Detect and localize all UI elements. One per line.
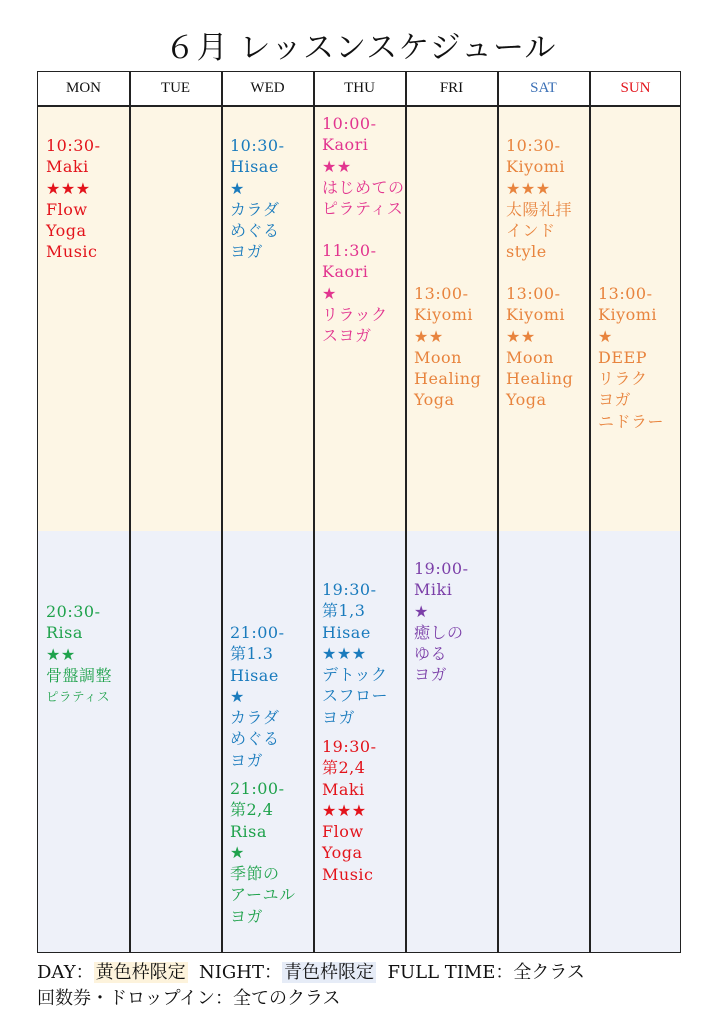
class-stars: ★ [230, 842, 245, 862]
class-subtitle: ピラティス [46, 689, 111, 705]
class-name: Music [46, 242, 98, 262]
class-name: 癒しの [414, 622, 464, 642]
class-sat-day-1 [506, 135, 572, 263]
class-teacher: Maki [46, 157, 89, 177]
legend-line-1 [37, 960, 697, 986]
class-name: カラダ [230, 199, 280, 219]
column-divider [313, 72, 315, 952]
class-teacher: Hisae [230, 157, 279, 177]
class-name: Yoga [322, 843, 363, 863]
class-fri-day [414, 283, 481, 411]
class-teacher: Miki [414, 580, 453, 600]
night-legend-label: NIGHT： [199, 962, 282, 983]
column-divider [589, 72, 591, 952]
class-name: ヨガ [414, 665, 448, 685]
class-stars: ★★★ [322, 643, 367, 663]
class-stars: ★ [598, 326, 613, 346]
class-time: 20:30- [46, 602, 101, 621]
class-name: ゆる [414, 644, 448, 664]
class-name: 太陽礼拝 [506, 199, 573, 219]
class-name: デトック [322, 665, 388, 685]
class-time: 10:30- [230, 136, 285, 155]
class-name: スヨガ [322, 326, 372, 346]
class-stars: ★★ [322, 156, 352, 176]
class-name: カラダ [230, 708, 280, 728]
class-name: style [506, 242, 547, 262]
class-wed-day [230, 135, 285, 263]
class-time: 13:00- [506, 284, 561, 303]
class-time: 10:30- [506, 136, 561, 155]
class-name: はじめての [322, 177, 405, 197]
class-weeks: 第2,4 [322, 758, 366, 778]
header-sun: SUN [620, 80, 651, 96]
class-name: DEEP [598, 347, 647, 367]
class-sat-day-2 [506, 283, 573, 411]
header-tue: TUE [160, 80, 191, 96]
class-name: Yoga [506, 390, 547, 410]
header-thu: THU [344, 80, 375, 96]
class-teacher: Kiyomi [598, 305, 658, 325]
legend-line-2: 回数券・ドロップイン：全てのクラス [37, 988, 341, 1009]
class-name: 季節の [230, 864, 280, 884]
class-teacher: Hisae [230, 665, 279, 685]
class-name: インド [506, 221, 556, 241]
class-stars: ★ [414, 601, 429, 621]
header-mon: MON [65, 80, 101, 96]
class-time: 19:00- [414, 559, 469, 578]
class-time: 13:00- [598, 284, 653, 303]
class-stars: ★ [322, 283, 337, 303]
schedule-grid [37, 71, 681, 953]
class-weeks: 第2,4 [230, 800, 274, 820]
class-time: 19:30- [322, 580, 377, 599]
class-time: 21:00- [230, 779, 285, 798]
class-name: 骨盤調整 [46, 665, 113, 685]
class-name: Flow [322, 822, 364, 842]
night-legend-value: 青色枠限定 [284, 962, 374, 983]
class-time: 10:30- [46, 136, 101, 155]
class-thu-day-1 [322, 113, 405, 219]
class-teacher: Kaori [322, 135, 369, 155]
header-divider [38, 105, 680, 107]
class-time: 21:00- [230, 623, 285, 642]
class-name: Music [322, 864, 374, 884]
class-stars: ★★★ [46, 178, 91, 198]
header-fri: FRI [439, 80, 464, 96]
class-stars: ★★★ [506, 178, 551, 198]
class-sun-day [598, 283, 664, 432]
class-wed-night-1 [230, 622, 285, 771]
class-mon-night [46, 601, 112, 707]
class-name: アーユル [230, 885, 296, 905]
column-divider [405, 72, 407, 952]
header-wed: WED [250, 80, 285, 96]
class-teacher: Kiyomi [506, 157, 566, 177]
class-name: ヨガ [322, 707, 356, 727]
day-legend-label: DAY： [37, 962, 94, 983]
class-name: Healing [414, 369, 482, 389]
class-thu-night-2 [322, 736, 377, 885]
page-title: ６月 レッスンスケジュール [164, 30, 557, 66]
class-name: Flow [46, 199, 88, 219]
day-legend-value: 黄色枠限定 [95, 962, 186, 983]
header-sat: SAT [530, 80, 557, 96]
class-name: ニドラー [598, 411, 665, 431]
class-stars: ★★ [46, 644, 76, 664]
class-thu-night-1 [322, 579, 388, 728]
class-stars: ★★★ [322, 800, 367, 820]
class-time: 10:00- [322, 114, 377, 133]
column-divider [221, 72, 223, 952]
class-wed-night-2 [230, 778, 296, 927]
class-teacher: Risa [230, 821, 267, 841]
class-teacher: Kiyomi [414, 305, 474, 325]
class-weeks: 第1.3 [230, 644, 274, 664]
class-name: ヨガ [230, 750, 264, 770]
class-name: めぐる [230, 221, 280, 241]
class-name: Moon [414, 347, 462, 367]
class-name: スフロー [322, 686, 389, 706]
class-time: 11:30- [322, 241, 377, 260]
class-teacher: Kaori [322, 262, 369, 282]
class-time: 13:00- [414, 284, 469, 303]
class-stars: ★ [230, 178, 245, 198]
class-name: Yoga [414, 390, 455, 410]
class-name: Moon [506, 347, 554, 367]
class-name: ヨガ [230, 906, 264, 926]
class-fri-night [414, 558, 469, 686]
column-divider [497, 72, 499, 952]
class-teacher: Hisae [322, 622, 371, 642]
class-stars: ★ [230, 686, 245, 706]
class-teacher: Maki [322, 779, 365, 799]
class-time: 19:30- [322, 737, 377, 756]
fulltime-legend: FULL TIME：全クラス [387, 962, 585, 983]
class-name: ヨガ [230, 242, 264, 262]
class-name: Healing [506, 369, 574, 389]
class-name: Yoga [46, 221, 87, 241]
class-stars: ★★ [414, 326, 444, 346]
class-name: リラック [322, 304, 388, 324]
class-name: めぐる [230, 729, 280, 749]
class-stars: ★★ [506, 326, 536, 346]
column-divider [129, 72, 131, 952]
class-teacher: Kiyomi [506, 305, 566, 325]
class-name: ヨガ [598, 390, 632, 410]
class-name: リラク [598, 369, 648, 389]
class-name: ピラティス [322, 199, 404, 219]
class-weeks: 第1,3 [322, 601, 366, 621]
class-teacher: Risa [46, 623, 83, 643]
class-thu-day-2 [322, 240, 388, 346]
class-mon-day [46, 135, 101, 263]
legend-footer [37, 960, 697, 1012]
